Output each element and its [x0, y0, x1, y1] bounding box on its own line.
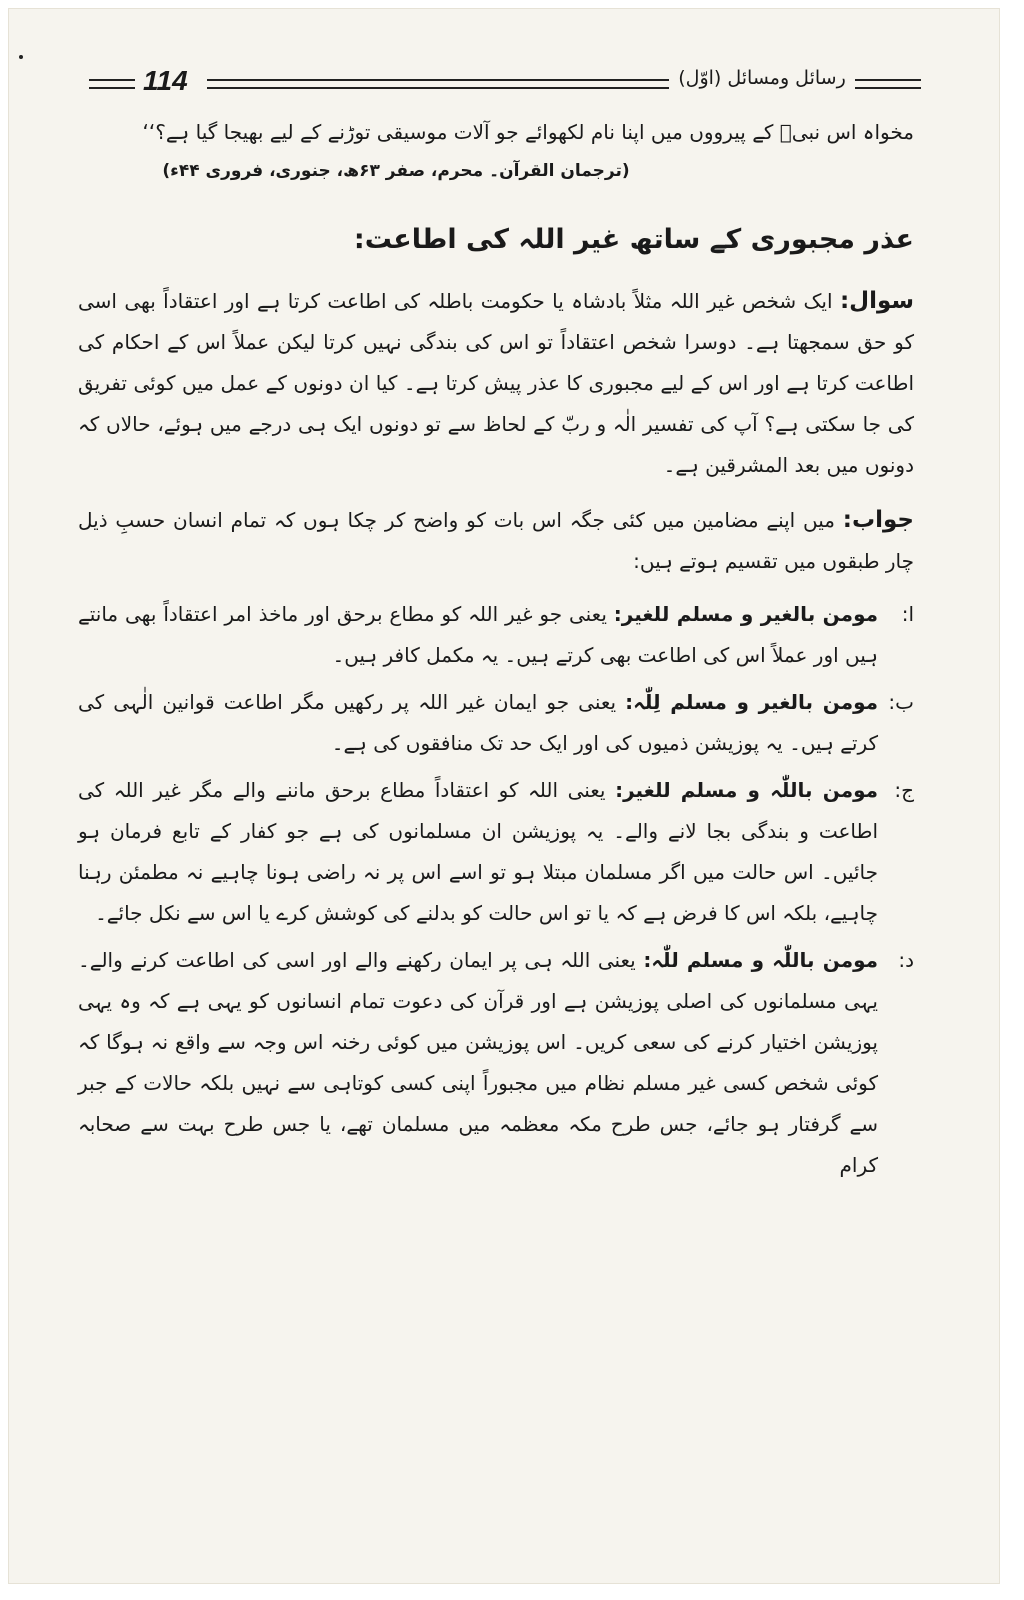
header-rule-middle	[207, 79, 669, 89]
list-item	[78, 682, 914, 764]
item-text: یعنی جو غیر اللہ کو مطاع برحق اور ماخذ امر اعتقاداً بھی مانتے ہیں اور عملاً اس کی اطاعت بھی کرتے ہیں۔ یہ مکمل کافر ہیں۔	[78, 602, 878, 667]
section-heading: عذر مجبوری کے ساتھ غیر اللہ کی اطاعت:	[353, 224, 914, 255]
item-text: یعنی اللہ ہی پر ایمان رکھنے والے اور اسی کی اطاعت کرنے والے۔ یہی مسلمانوں کی اصلی پوزیشن ہے اور قرآن کی دعوت تمام انسانوں کو یہی ہے کہ وہ یہی پوزیشن اختیار کرنے کی سعی کریں۔ اس پوزیشن میں کوئی رخنہ اس وجہ سے واقع نہ ہوگا کہ کوئی شخص کسی غیر مسلم نظام میں مجبوراً اپنی کسی کوتاہی سے نہیں بلکہ حالات کے جبر سے گرفتار ہو جائے، جس طرح مکہ معظمہ میں مسلمان تھے، یا جس طرح بہت سے صحابہ کرام	[78, 948, 878, 1177]
question-paragraph	[78, 281, 914, 486]
page-header	[81, 67, 921, 103]
answer-label: جواب:	[842, 507, 914, 533]
running-title: رسائل ومسائل (اوّل)	[678, 67, 846, 89]
item-text: یعنی اللہ کو اعتقاداً مطاع برحق ماننے والے مگر غیر اللہ کی اطاعت و بندگی بجا لانے والے۔ یہ پوزیشن ان مسلمانوں کی ہے جو کفار کے تابع فرمان ہو جائیں۔ اس حالت میں اگر مسلمان مبتلا ہو تو اسے اس پر نہ راضی ہونا چاہیے نہ مطمئن رہنا چاہیے، بلکہ اس کا فرض ہے کہ یا تو اس حالت کو بدلنے کی کوشش کرے یا اس سے نکل جائے۔	[78, 778, 878, 925]
question-label: سوال:	[839, 288, 915, 314]
citation: (ترجمان القرآن۔ محرم، صفر ۶۳ھ، جنوری، فروری ۴۴ء)	[162, 161, 630, 181]
answer-text: میں اپنے مضامین میں کئی جگہ اس بات کو واضح کر چکا ہوں کہ تمام انسان حسبِ ذیل چار طبقوں میں تقسیم ہوتے ہیں:	[78, 508, 914, 573]
list-item	[78, 770, 914, 934]
item-term: مومن بالغیر و مسلم لِلّٰہ:	[625, 690, 879, 714]
item-letter: ب:	[888, 690, 914, 714]
opening-line: مخواہ اس نبیؐ کے پیرووں میں اپنا نام لکھوائے جو آلات موسیقی توڑنے کے لیے بھیجا گیا ہے؟‘‘	[142, 120, 914, 144]
item-term: مومن باللّٰہ و مسلم للّٰہ:	[643, 948, 878, 972]
answer-paragraph	[78, 500, 914, 582]
ink-speck	[19, 55, 23, 59]
item-text: یعنی جو ایمان غیر اللہ پر رکھیں مگر اطاعت قوانین الٰہی کی کرتے ہیں۔ یہ پوزیشن ذمیوں کی اور ایک حد تک منافقوں کی ہے۔	[78, 690, 878, 755]
item-letter: ج:	[894, 778, 914, 802]
item-letter: ا:	[901, 602, 914, 626]
header-rule-right	[855, 79, 921, 89]
item-letter: د:	[898, 948, 914, 972]
header-rule-left	[89, 79, 135, 89]
page-number: 114	[143, 65, 188, 96]
list-item	[78, 940, 914, 1186]
list-item	[78, 594, 914, 676]
item-term: مومن بالغیر و مسلم للغیر:	[613, 602, 878, 626]
question-text: ایک شخص غیر اللہ مثلاً بادشاہ یا حکومت باطلہ کی اطاعت کرتا ہے اور اعتقاداً بھی اسی کو حق سمجھتا ہے۔ دوسرا شخص اعتقاداً تو اس کی بندگی نہیں کرتا لیکن عملاً اس کے احکام کی اطاعت کرتا ہے اور اس کے لیے مجبوری کا عذر پیش کرتا ہے۔ کیا ان دونوں کے عمل میں کوئی تفریق کی جا سکتی ہے؟ آپ کی تفسیر الٰہ و ربّ کے لحاظ سے تو دونوں ایک ہی درجے میں ہوئے، حالاں کہ دونوں میں بعد المشرقین ہے۔	[78, 289, 914, 477]
page-body	[78, 112, 914, 1192]
item-term: مومن باللّٰہ و مسلم للغیر:	[615, 778, 879, 802]
